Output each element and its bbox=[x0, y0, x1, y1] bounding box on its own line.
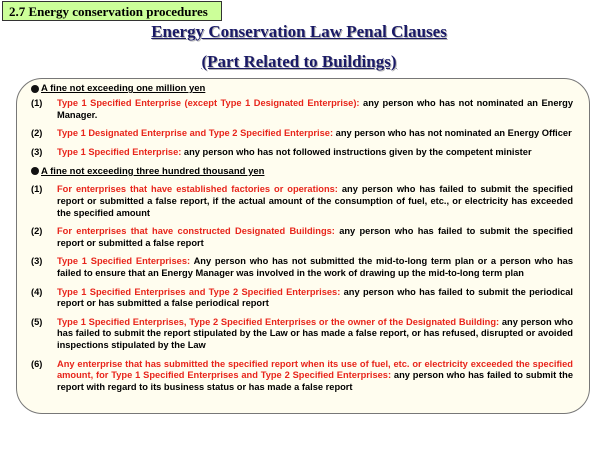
item-subject: For enterprises that have constructed Designated Buildings: bbox=[57, 226, 335, 237]
item-text bbox=[57, 226, 573, 249]
list-item bbox=[17, 226, 589, 249]
list-item bbox=[17, 359, 589, 394]
item-description: any person who has failed to submit the specified report or submitted a false report bbox=[57, 226, 573, 248]
item-subject: Any enterprise that has submitted the specified report when its use of fuel, etc. or electricity exceeded the specified amount, for Type 1 Specified Enterprises and Type 2 Specified Enterprises: bbox=[57, 358, 573, 381]
item-text bbox=[57, 317, 573, 352]
item-number: (2) bbox=[31, 226, 43, 237]
list-item bbox=[17, 98, 589, 121]
list-item bbox=[17, 256, 589, 279]
bullet-icon bbox=[31, 85, 39, 93]
item-number: (1) bbox=[31, 98, 43, 108]
item-text bbox=[57, 184, 573, 219]
bullet-icon bbox=[31, 167, 39, 175]
item-text bbox=[57, 359, 573, 394]
item-description: any person who has not nominated an Energy Officer bbox=[333, 128, 572, 139]
item-description: any person who has failed to submit the report with regard to its business status or has made a false report bbox=[57, 370, 574, 392]
list-item bbox=[17, 184, 589, 219]
item-description: Any person who has not submitted the mid-to-long term plan or a person who has failed to ensure that an Energy Manager was involved in the work of drawing up the mid-to-long term plan bbox=[57, 256, 573, 278]
item-description: any person who has failed to submit the report stipulated by the Law or has made a false report, or has refused, disrupted or avoided inspections stipulated by the Law bbox=[57, 316, 573, 350]
penal-clauses bbox=[17, 83, 589, 400]
section-tag: 2.7 Energy conservation procedures bbox=[2, 1, 222, 21]
list-item bbox=[17, 147, 589, 159]
item-number: (6) bbox=[31, 358, 43, 369]
section-title: A fine not exceeding three hundred thousand yen bbox=[41, 165, 265, 177]
item-text bbox=[57, 256, 573, 279]
item-subject: Type 1 Specified Enterprises, Type 2 Specified Enterprises or the owner of the Designated Building: bbox=[57, 316, 500, 327]
item-subject: Type 1 Specified Enterprise (except Type 1 Designated Enterprise): bbox=[57, 98, 360, 108]
list-item bbox=[17, 128, 589, 140]
item-number: (5) bbox=[31, 316, 43, 327]
item-subject: Type 1 Specified Enterprise: bbox=[57, 146, 182, 157]
list-item bbox=[17, 287, 589, 310]
item-subject: For enterprises that have established factories or operations: bbox=[57, 184, 338, 195]
item-number: (1) bbox=[31, 184, 43, 195]
item-number: (3) bbox=[31, 256, 43, 267]
item-subject: Type 1 Specified Enterprises: bbox=[57, 256, 191, 267]
list-item bbox=[17, 317, 589, 352]
item-number: (4) bbox=[31, 286, 43, 297]
item-text bbox=[57, 128, 573, 140]
item-subject: Type 1 Specified Enterprises and Type 2 Specified Enterprises: bbox=[57, 286, 341, 297]
item-description: any person who has not nominated an Energy Manager. bbox=[57, 98, 573, 120]
section-heading bbox=[17, 165, 589, 177]
item-text bbox=[57, 147, 573, 159]
item-number: (2) bbox=[31, 128, 43, 139]
item-description: any person who has failed to submit the periodical report or has submitted a false periodical report bbox=[57, 286, 574, 309]
item-description: any person who has not followed instructions given by the competent minister bbox=[181, 146, 532, 157]
section-heading bbox=[17, 83, 589, 95]
section-title: A fine not exceeding one million yen bbox=[41, 83, 206, 95]
item-subject: Type 1 Designated Enterprise and Type 2 Specified Enterprise: bbox=[57, 128, 334, 139]
item-number: (3) bbox=[31, 146, 43, 157]
item-text bbox=[57, 287, 573, 310]
page-subtitle: (Part Related to Buildings) bbox=[201, 52, 397, 71]
item-text bbox=[57, 98, 573, 121]
item-description: any person who has failed to submit the specified report or submitted a false report, if the actual amount of the consumption of fuel, etc., or electricity has exceeded the specified amount bbox=[57, 184, 573, 218]
page-title: Energy Conservation Law Penal Clauses bbox=[151, 22, 447, 41]
